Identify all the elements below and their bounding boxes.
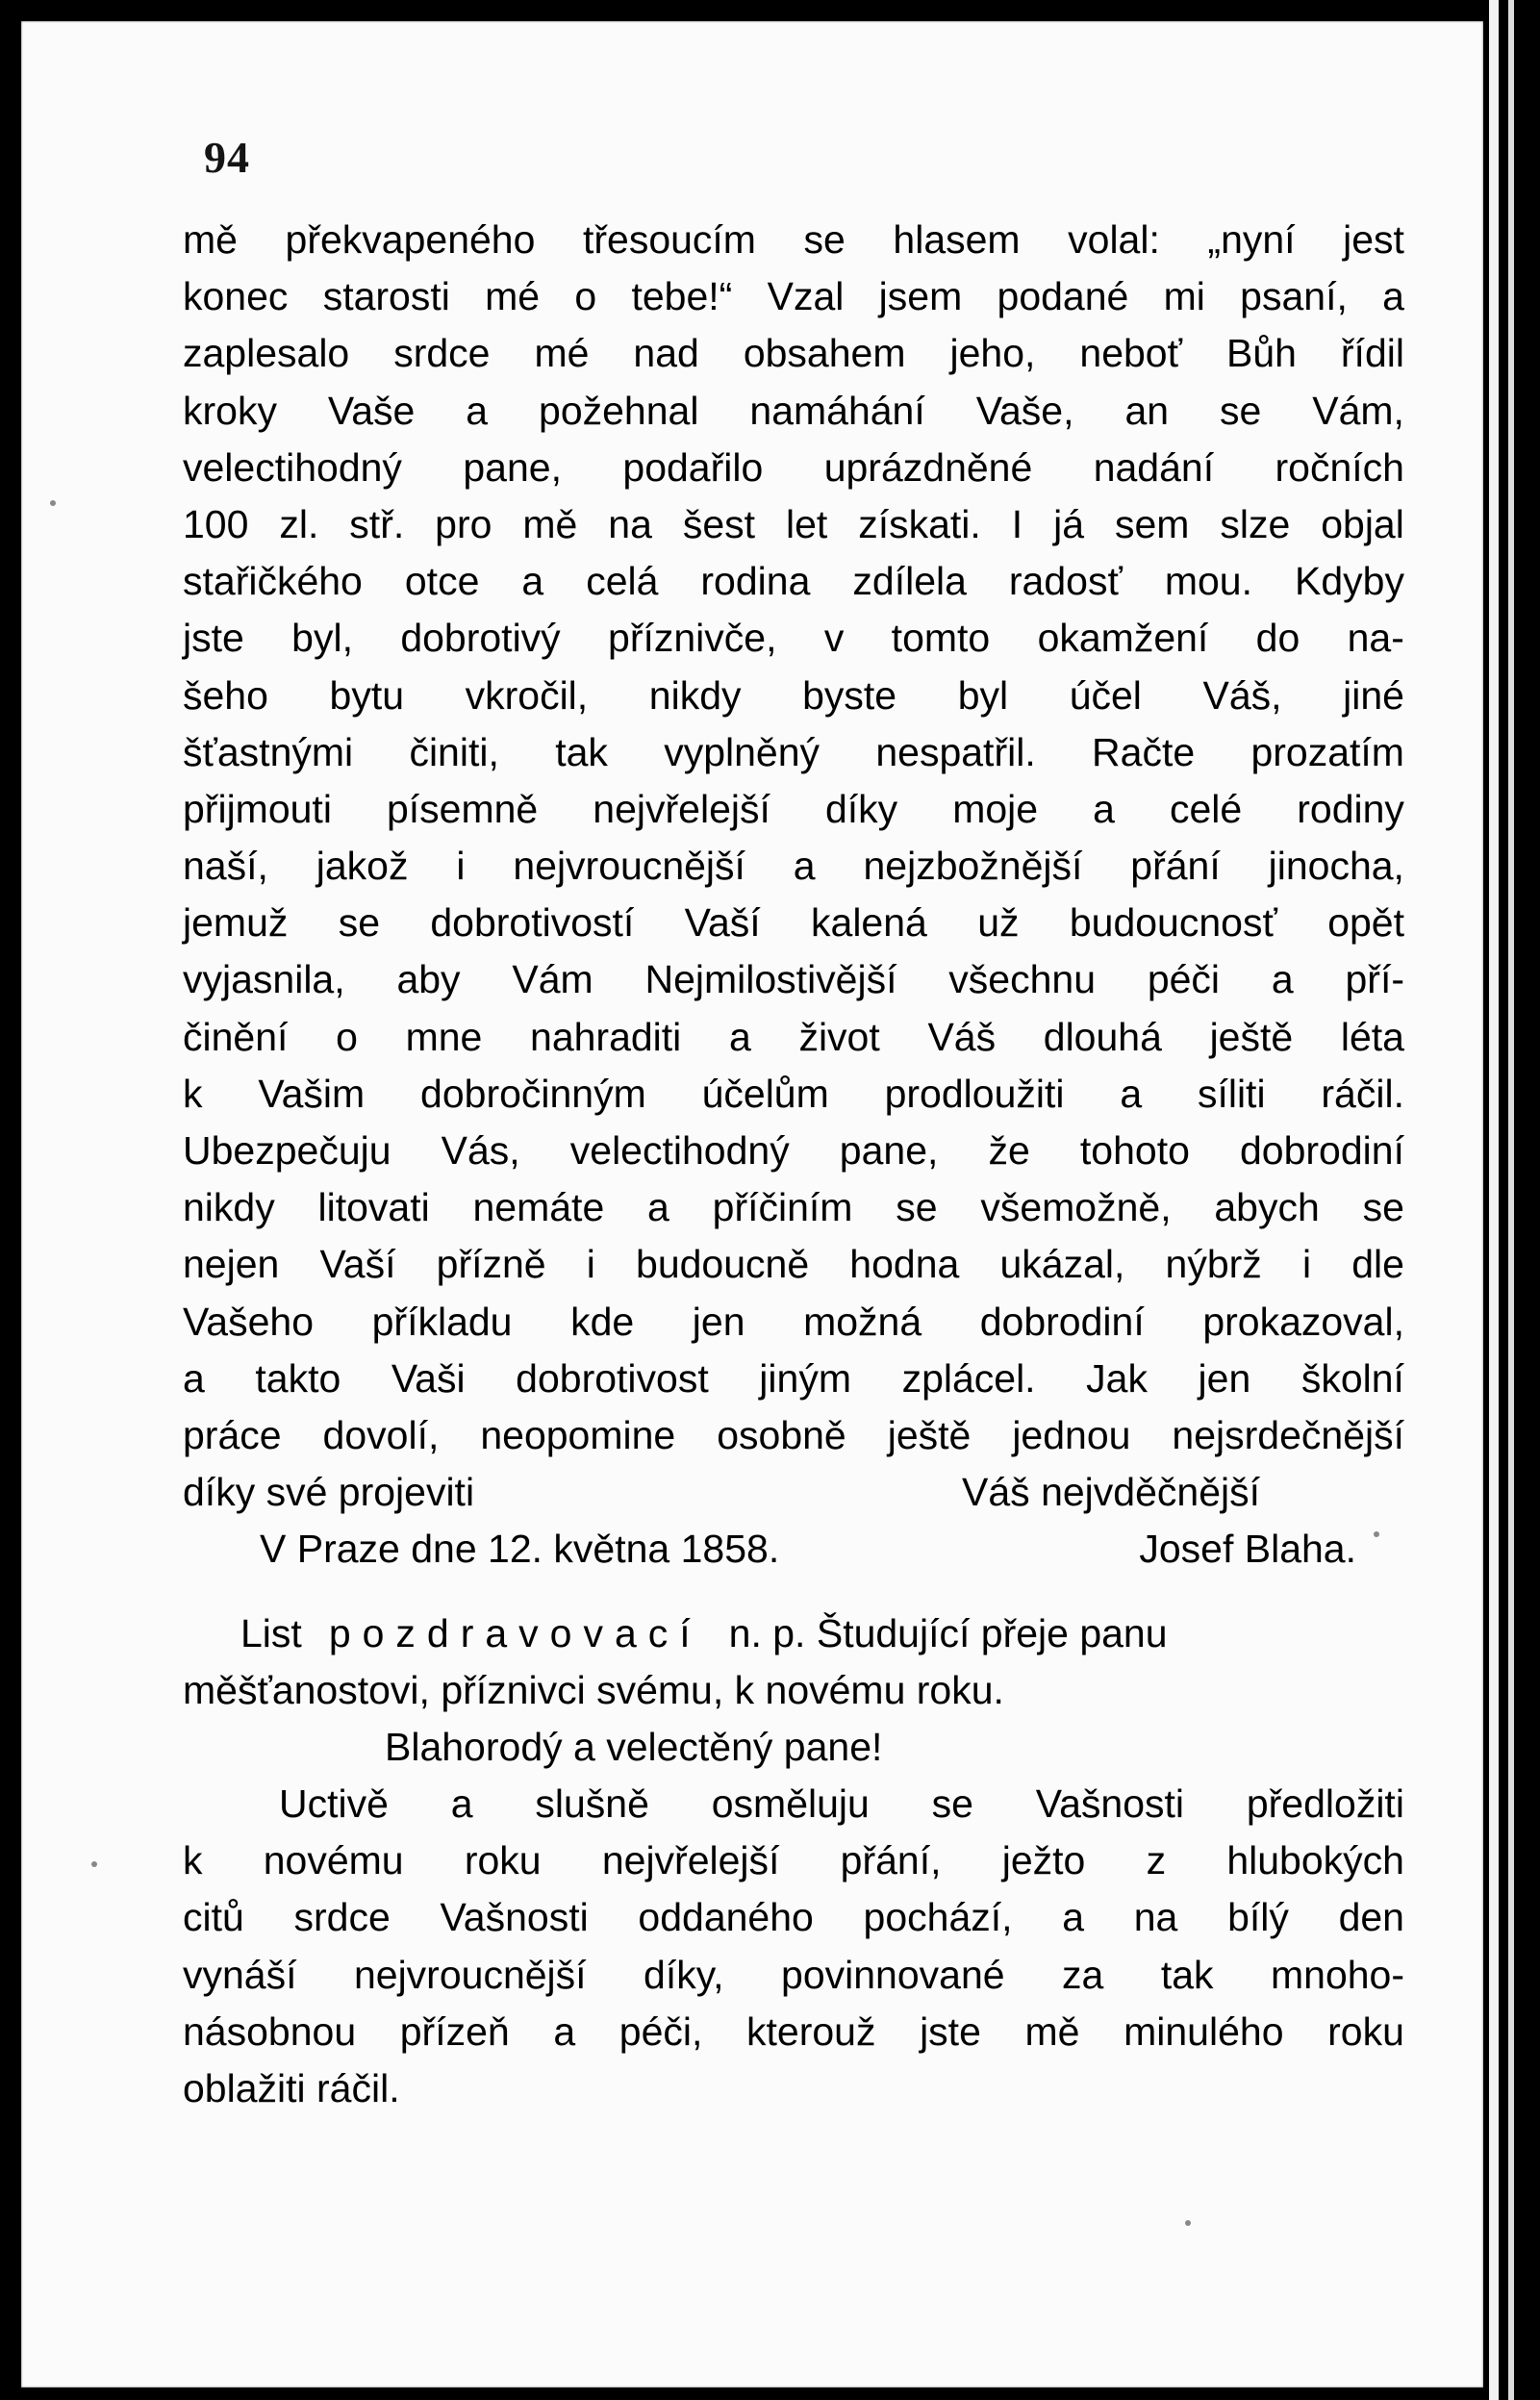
letter-continued [183, 212, 1404, 1579]
text-line: k Vašim dobročinným účelům prodloužiti a síliti ráčil. [183, 1071, 1404, 1116]
salutation: Blahorodý a velectěný pane! [385, 1724, 883, 1769]
text-line: Ubezpečuju Vás, velectihodný pane, že tohoto dobrodiní [183, 1128, 1404, 1173]
text-line: Uctivě a slušně osměluju se Vašnosti předložiti [279, 1781, 1404, 1827]
text-line: citů srdce Vašnosti oddaného pochází, a na bílý den [183, 1895, 1404, 1940]
signature: Josef Blaha. [1139, 1527, 1356, 1572]
text-line: 100 zl. stř. pro mě na šest let získati. I já sem slze objal [183, 501, 1404, 546]
page-edge-shadow [1508, 0, 1514, 2400]
signature-line [183, 1521, 1404, 1578]
text-line: šťastnými činiti, tak vyplněný nespatřil. Račte prozatím [183, 729, 1404, 774]
speck-mark [91, 1861, 97, 1867]
text-line: nikdy litovati nemáte a příčiním se všemožně, abych se [183, 1185, 1404, 1230]
text-line: kroky Vaše a požehnal namáhání Vaše, an se Vám, [183, 388, 1404, 433]
text-line: vyjasnila, aby Vám Nejmilostivější všechnu péči a pří- [183, 957, 1404, 1002]
letter-heading [183, 1605, 1404, 1662]
text-line: naší, jakož i nejvroucnější a nejzbožnější přání jinocha, [183, 844, 1404, 889]
letter-heading-line2: měšťanostovi, příznivci svému, k novému roku. [183, 1667, 1004, 1712]
text-line: činění o mne nahraditi a život Váš dlouhá ještě léta [183, 1014, 1404, 1059]
text-line: přijmouti písemně nejvřelejší díky moje a celé rodiny [183, 786, 1404, 831]
text-line: oblažiti ráčil. [183, 2066, 400, 2110]
closing-line [183, 1464, 1404, 1521]
speck-mark [1374, 1531, 1379, 1537]
text-line: konec starosti mé o tebe!“ Vzal jsem podané mi psaní, a [183, 274, 1404, 319]
text-line: násobnou přízeň a péči, kterouž jste mě minulého roku [183, 2008, 1404, 2054]
place-date: V Praze dne 12. května 1858. [260, 1527, 780, 1572]
closing-right: Váš nejvděčnější [962, 1470, 1260, 1515]
letter-new-year [183, 1605, 1404, 2118]
page-body [183, 212, 1404, 2117]
text-line: nejen Vaší přízně i budoucně hodna ukázal, nýbrž i dle [183, 1242, 1404, 1287]
section-gap [183, 1579, 1404, 1605]
text-line: zaplesalo srdce mé nad obsahem jeho, neboť Bůh řídil [183, 331, 1404, 376]
text-line: práce dovolí, neopomine osobně ještě jednou nejsrdečnější [183, 1412, 1404, 1457]
text-line: stařičkého otce a celá rodina zdílela radosť mou. Kdyby [183, 559, 1404, 604]
text-line: mě překvapeného třesoucím se hlasem volal: „nyní jest [183, 217, 1404, 262]
heading-word: List [240, 1610, 302, 1655]
text-line: k novému roku nejvřelejší přání, ježto z hlubokých [183, 1838, 1404, 1883]
page-number: 94 [204, 133, 250, 182]
text-line: velectihodný pane, podařilo uprázdněné nadání ročních [183, 444, 1404, 490]
text-line: jemuž se dobrotivostí Vaší kalená už budoucnosť opět [183, 900, 1404, 946]
heading-rest: n. p. Študující přeje panu [728, 1610, 1168, 1655]
text-line: a takto Vaši dobrotivost jiným zplácel. Jak jen školní [183, 1355, 1404, 1401]
closing-left: díky své projeviti [183, 1470, 475, 1515]
text-line: jste byl, dobrotivý příznivče, v tomto okamžení do na- [183, 616, 1404, 661]
speck-mark [50, 500, 56, 506]
text-line: Vašeho příkladu kde jen možná dobrodiní prokazoval, [183, 1299, 1404, 1344]
page-edge [1489, 0, 1499, 2400]
speck-mark [1185, 2220, 1191, 2226]
text-line: vynáší nejvroucnější díky, povinnované za tak mnoho- [183, 1952, 1404, 1997]
heading-spaced-word: pozdravovací [328, 1610, 702, 1655]
text-line: šeho bytu vkročil, nikdy byste byl účel Váš, jiné [183, 672, 1404, 718]
